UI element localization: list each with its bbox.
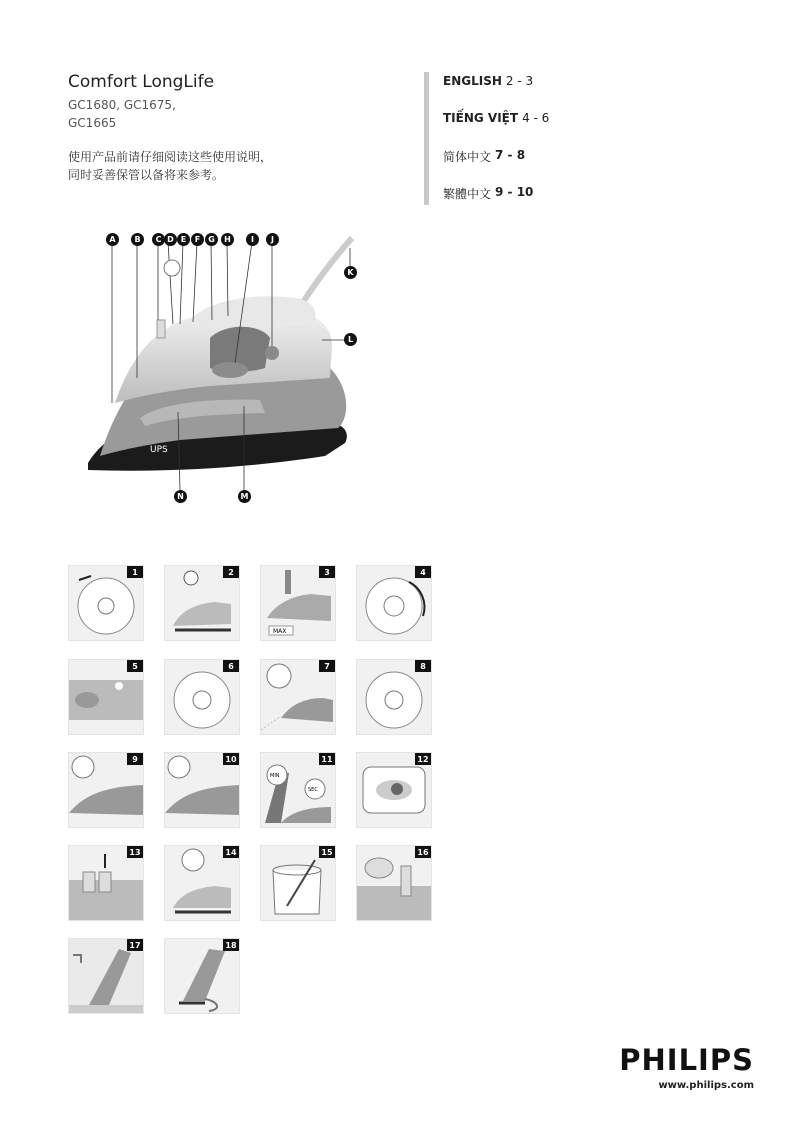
callout-g: G [205,233,218,246]
callout-e: E [177,233,190,246]
figure-10 [164,752,240,828]
figure-5 [68,659,144,735]
model-line-2: GC1665 [68,116,117,130]
figure-number: 18 [223,939,239,951]
language-entry-simplified-chinese[interactable] [443,148,549,185]
chinese-note-line-1: 使用产品前请仔细阅读这些使用说明， [68,150,273,164]
figure-number: 16 [415,846,431,858]
figure-number: 15 [319,846,335,858]
model-line-1: GC1680, GC1675, [68,98,176,112]
iron-illustration [60,228,380,518]
figure-8 [356,659,432,735]
callout-b: B [131,233,144,246]
figure-number: 4 [415,566,431,578]
figure-16 [356,845,432,921]
callout-a: A [106,233,119,246]
sec-label: SEC [308,787,318,793]
product-title: Comfort LongLife [68,72,215,92]
language-pages: 9 - 10 [495,185,534,199]
language-entry-traditional-chinese[interactable] [443,185,549,222]
callout-f: F [191,233,204,246]
iron-diagram [60,228,380,522]
language-name: 繁體中文 [443,187,492,201]
language-pages: 2 - 3 [505,74,534,88]
language-pages: 7 - 8 [495,148,526,162]
figure-number: 3 [319,566,335,578]
callout-l: L [344,333,357,346]
callout-h: H [221,233,234,246]
language-pages: 4 - 6 [522,111,550,125]
language-index [443,74,549,222]
min-label: MIN [270,773,280,779]
figure-number: 8 [415,660,431,672]
max-label: MAX [273,628,287,635]
figure-number: 12 [415,753,431,765]
philips-logo: PHILIPS [619,1043,754,1077]
figure-6 [164,659,240,735]
figure-1 [68,565,144,641]
figure-number: 14 [223,846,239,858]
figure-number: 1 [127,566,143,578]
figure-number: 9 [127,753,143,765]
model-numbers [68,96,176,132]
language-entry-vietnamese[interactable] [443,111,549,148]
figure-7 [260,659,336,735]
callout-i: I [246,233,259,246]
figure-2 [164,565,240,641]
language-name: 简体中文 [443,150,492,164]
callout-j: J [266,233,279,246]
figure-number: 6 [223,660,239,672]
language-name: ENGLISH [443,74,502,88]
figure-number: 5 [127,660,143,672]
figure-number: 13 [127,846,143,858]
callout-k: K [344,266,357,279]
callout-c: C [152,233,165,246]
figure-12 [356,752,432,828]
figure-13 [68,845,144,921]
language-entry-english[interactable] [443,74,549,111]
chinese-note-line-2: 同时妥善保管以备将来参考。 [68,168,225,182]
website-url[interactable]: www.philips.com [658,1080,754,1091]
figure-number: 2 [223,566,239,578]
figure-11 [260,752,336,828]
iron-brand-label: UPS [150,445,168,455]
figure-number: 7 [319,660,335,672]
language-divider [424,72,429,205]
figure-number: 10 [223,753,239,765]
figure-9 [68,752,144,828]
figure-18 [164,938,240,1014]
callout-d: D [164,233,177,246]
chinese-note [68,148,328,184]
callout-m: M [238,490,251,503]
figure-4 [356,565,432,641]
figure-number: 17 [127,939,143,951]
figure-number: 11 [319,753,335,765]
language-name: TIẾNG VIỆT [443,111,519,125]
callout-n: N [174,490,187,503]
figure-3 [260,565,336,641]
figure-17 [68,938,144,1014]
figure-14 [164,845,240,921]
figure-15 [260,845,336,921]
